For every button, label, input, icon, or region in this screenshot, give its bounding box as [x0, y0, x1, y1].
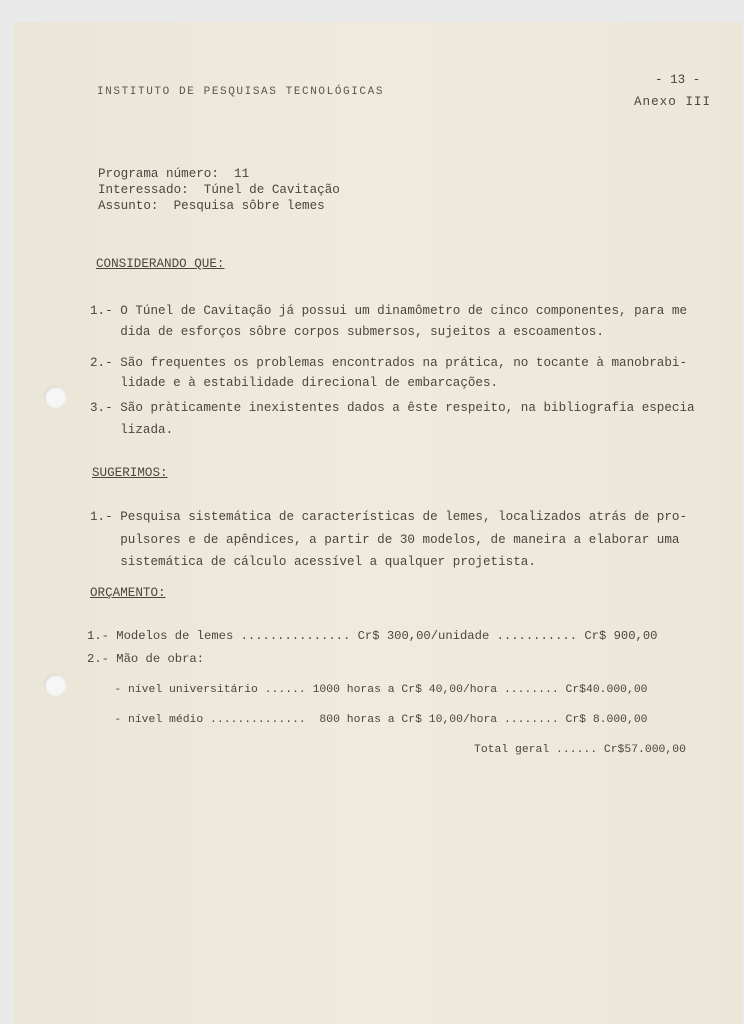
- considerando-item-2-cont: lidade e à estabilidade direcional de embarcações.: [90, 376, 499, 390]
- sugerimos-heading: SUGERIMOS:: [92, 466, 168, 480]
- considerando-heading: CONSIDERANDO QUE:: [96, 257, 225, 271]
- sugerimos-line: pulsores e de apêndices, a partir de 30 modelos, de maneira a elaborar uma: [90, 533, 680, 547]
- budget-row: 2.- Mão de obra:: [87, 652, 205, 666]
- sugerimos-line: sistemática de cálculo acessível a qualquer projetista.: [90, 555, 536, 569]
- annex-label: Anexo III: [634, 95, 712, 109]
- programa-line: Programa número: 11: [98, 167, 250, 181]
- punch-hole: [44, 674, 66, 696]
- budget-row: - nível universitário ...... 1000 horas a Cr$ 40,00/hora ........ Cr$40.000,00: [87, 684, 648, 696]
- considerando-item-2: 2.- São frequentes os problemas encontrados na prática, no tocante à manobrabi-: [90, 356, 688, 370]
- punch-hole: [44, 386, 66, 408]
- considerando-item-1-cont: dida de esforços sôbre corpos submersos, sujeitos a escoamentos.: [90, 325, 604, 339]
- budget-total: Total geral ...... Cr$57.000,00: [474, 744, 686, 756]
- interessado-line: Interessado: Túnel de Cavitação: [98, 183, 340, 197]
- budget-row: 1.- Modelos de lemes ............... Cr$ 300,00/unidade ........... Cr$ 900,00: [87, 629, 658, 643]
- assunto-line: Assunto: Pesquisa sôbre lemes: [98, 199, 325, 213]
- institution-header: INSTITUTO DE PESQUISAS TECNOLÓGICAS: [97, 86, 385, 98]
- orcamento-heading: ORÇAMENTO:: [90, 586, 166, 600]
- budget-row: - nível médio .............. 800 horas a Cr$ 10,00/hora ........ Cr$ 8.000,00: [87, 714, 648, 726]
- sugerimos-line: 1.- Pesquisa sistemática de características de lemes, localizados atrás de pro-: [90, 510, 688, 524]
- page-number: - 13 -: [655, 73, 701, 87]
- considerando-item-3-cont: lizada.: [90, 423, 174, 437]
- considerando-item-1: 1.- O Túnel de Cavitação já possui um dinamômetro de cinco componentes, para me: [90, 304, 688, 318]
- considerando-item-3: 3.- São pràticamente inexistentes dados a êste respeito, na bibliografia especia: [90, 401, 695, 415]
